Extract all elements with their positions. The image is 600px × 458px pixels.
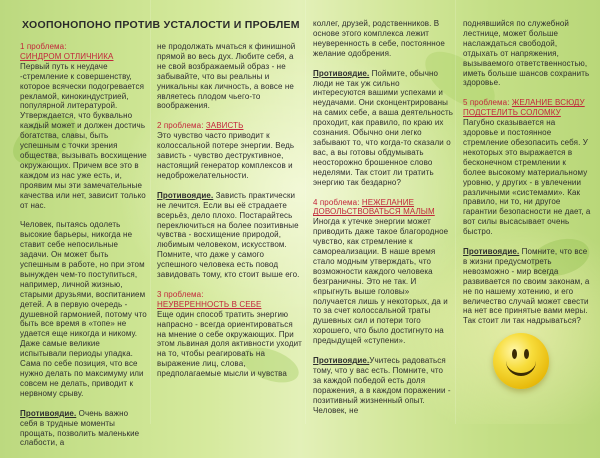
col3-antidote xyxy=(313,69,453,188)
problem-2-label: 2 проблема: xyxy=(157,121,204,131)
fold-line xyxy=(305,0,306,424)
col4-antidote xyxy=(463,247,591,326)
col2-paragraph: Это чувство часто приводит к колоссальной потере энергии. Ведь зависть - чувство деструктивное, настоящий генератор комплексов и недоброжелательности. xyxy=(157,131,295,180)
col1-paragraph: Человек, пытаясь одолеть высокие барьеры, никогда не ставит себе непосильные задачи. Он может быть успешным в работе, но при этом вынужден чем-то поступиться, например, личной жизнью, старыми друзьями, воспитанием детей. А в первую очередь - душевной гармонией, потому что быть все время в «топе» не удается еще никогда и никому. Даже самые великие испытывали периоды упадка. Сама по себе позиция, что все нужно делать по максимуму или совсем не делать, приводит к нервному срыву. xyxy=(20,220,147,398)
col2-paragraph: не продолжать мчаться к финишной прямой во весь дух. Любите себя, а не свой возбражаемый образ - не забывайте, что вы реальны и уникальны как личность, а вовсе не являетесь плодом чьего-то воображения. xyxy=(157,42,296,111)
antidote-keyword: Противоядие. xyxy=(20,408,77,418)
antidote-keyword: Противоядие. xyxy=(313,356,370,366)
col1-paragraph: Первый путь к неудаче -стремление к совершенству, которое всячески подогревается рекламой, кинокиндустрией, популярной литературой. Утверждается, что буквально каждый может и должен достичь богатства, славы, быть успешным с точки зрения общества, вызывать восхищение окружающих. Причем все это в каждом из нас уже есть, и, проявим мы эти замечательные качества или нет, зависит только от нас. xyxy=(20,61,147,210)
col2-paragraph: Еще один способ тратить энергию напрасно - всегда ориентироваться на мнение о себе окружающих. При этом львиная доля активности уходит на то, чтобы реагировать на выражение лиц, слова, предполагаемые мысли и чувства xyxy=(157,309,302,379)
column-3 xyxy=(313,19,453,426)
page-title: ХООПОНОПОНО ПРОТИВ УСТАЛОСТИ И ПРОБЛЕМ xyxy=(22,19,300,31)
col3-paragraph: Иногда к утечке энергии может приводить даже такое благородное чувство, как стремление к самореализации. В наше время стало модным утверждать, что возможности каждого человека безграничны. Это не так. И «прыгнуть выше головы» получается лишь у некоторых, да и то за счет колоссальной траты душевных сил и потери того хорошего, что было достигнуто на предыдущей «ступени». xyxy=(313,217,449,346)
col1-antidote xyxy=(20,409,148,449)
antidote-keyword: Противоядие. xyxy=(313,68,370,78)
antidote-text: Поймите, обычно люди не так уж сильно интересуются вашими успехами и неудачами. Они сконцентрированы на самих себе, а ваша деятельность проходит, как правило, по краю их сознания. Обычно они легко забывают то, что когда-то сказали о вас, а вы готовы обдумывать неосторожно брошенное слово неделями. Так стоит ли тратить энергию так бездарно? xyxy=(313,68,453,187)
column-2 xyxy=(157,42,302,389)
column-1 xyxy=(20,42,148,458)
antidote-text: Очень важно себя в трудные моменты прощать, позволить маленькие слабости, а xyxy=(20,408,140,448)
fold-line xyxy=(455,0,456,424)
smiley-face-icon xyxy=(493,333,549,389)
col4-paragraph: поднявшийся по служебной лестнице, может больше наслаждаться свободой, отдыхать от напряжения, вызываемого ответственностью, иметь больше шансов сохранить здоровье. xyxy=(463,19,590,88)
fold-line xyxy=(150,0,151,424)
col4-paragraph: Пагубно сказывается на здоровье и постоянное стремление обезопасить себя. У некоторых это выражается в бесконечном стремлении к более высокому материальному уровню, у других - в увлечении различными «системами». Как правило, ни то, ни другое гарантии безопасности не дает, а вот силы высасывает очень быстро. xyxy=(463,118,591,237)
problem-3-name: НЕУВЕРЕННОСТЬ В СЕБЕ xyxy=(157,299,262,309)
problem-1-heading xyxy=(20,42,148,62)
antidote-keyword: Противоядие. xyxy=(463,247,520,257)
problem-5-name: ЖЕЛАНИЕ ВСЮДУ ПОДСТЕЛИТЬ СОЛОМКУ xyxy=(463,98,585,118)
antidote-text: Зависть практически не лечится. Если вы её страдаете всерьёз, дело плохо. Постарайтесь переключиться на более позитивные чувства - восхищение природой, любимым человеком, искусством. Помните, что даже у самого успешного человека есть повод завидовать тому, кто стоит выше его. xyxy=(157,190,300,280)
antidote-keyword: Противоядие. xyxy=(157,190,214,200)
problem-5-label: 5 проблема: xyxy=(463,98,510,108)
problem-5-heading xyxy=(463,98,591,118)
col2-antidote xyxy=(157,191,302,280)
column-4 xyxy=(463,19,591,336)
problem-4-heading xyxy=(313,198,453,218)
problem-4-name: НЕЖЕЛАНИЕ ДОВОЛЬСТВОВАТЬСЯ МАЛЫМ xyxy=(313,197,435,217)
antidote-text: Учитесь радоваться тому, что у вас есть. Помните, что за каждой победой есть доля поражения, а в каждом поражении - позитивный жизненный опыт. Человек, не xyxy=(313,356,451,415)
problem-2-heading xyxy=(157,121,302,131)
problem-1-label: 1 проблема: xyxy=(20,42,67,51)
antidote-text: Помните, что все в жизни предусмотреть невозможно - мир всегда развивается по своим законам, а не по нашему хотению, и его величество случай может свести на нет все принятые вами меры. Так стоит ли так надрываться? xyxy=(463,247,590,326)
smiley-mouth xyxy=(506,357,536,376)
problem-3-label: 3 проблема: xyxy=(157,289,204,299)
col3-paragraph: коллег, друзей, родственников. В основе этого комплекса лежит неуверенность в себе, постоянное желание одобрения. xyxy=(313,19,445,58)
problem-2-name: ЗАВИСТЬ xyxy=(205,121,244,131)
problem-1-name: СИНДРОМ ОТЛИЧНИКА xyxy=(20,51,114,61)
problem-4-label: 4 проблема: xyxy=(313,197,360,207)
col3-antidote xyxy=(313,356,453,415)
problem-3-heading xyxy=(157,290,302,310)
